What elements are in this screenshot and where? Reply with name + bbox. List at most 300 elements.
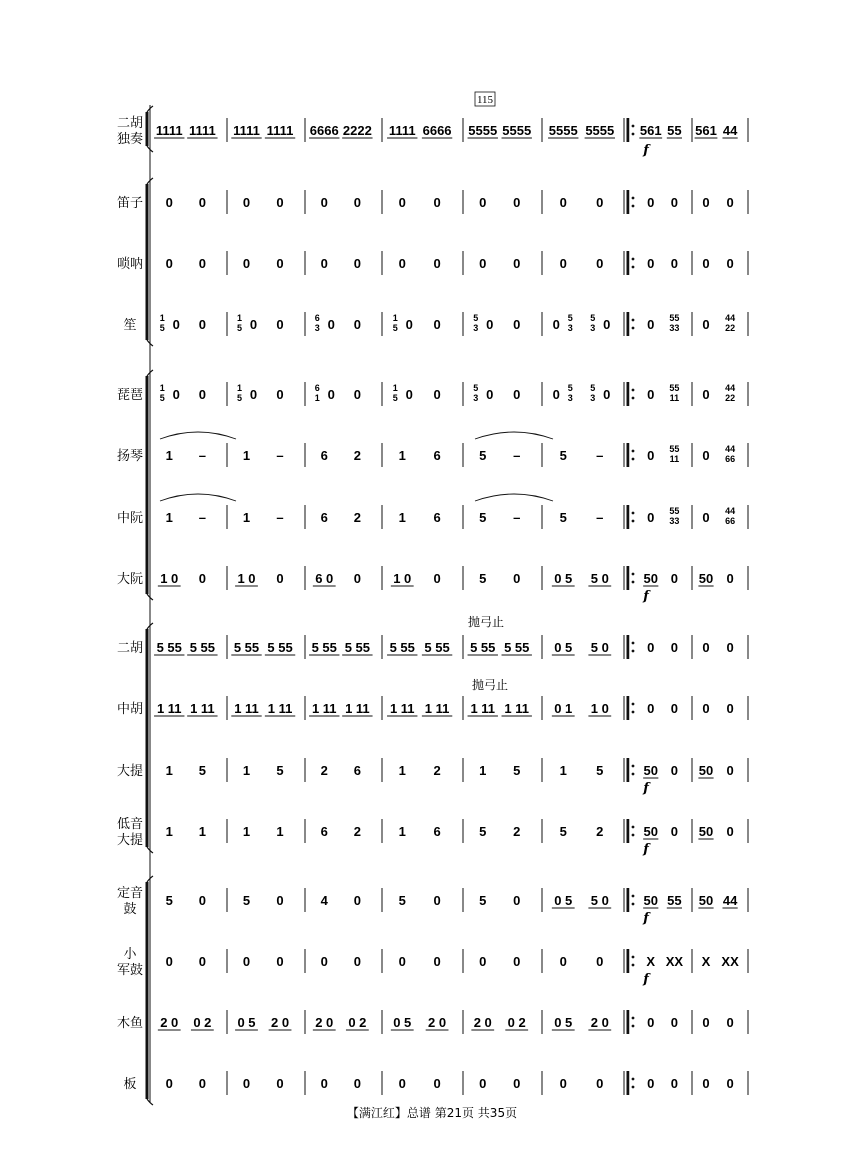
note-xiaojungu-m5: 0 (513, 954, 521, 969)
note-yangqin-m2: 1 (242, 448, 251, 463)
note-zhongruan-m6: 5 (559, 510, 567, 525)
note-suona-m3: 0 (320, 256, 328, 271)
note-erhu-solo-m5: 5555 (502, 123, 532, 138)
note-pipa-m8: 0 (702, 387, 710, 402)
repeat-dot (632, 834, 635, 837)
note-dizi-m5: 0 (479, 195, 487, 210)
note-erhu-solo-m1: 1111 (155, 123, 183, 138)
note-zhonghu-m5: 1 11 (470, 701, 496, 716)
note-suona-m7: 0 (670, 256, 679, 271)
note-diyin-dati-m2: 1 (242, 824, 251, 839)
note-daruan-m6: 5 0 (590, 571, 609, 586)
note-sheng-m4: 0 (405, 317, 413, 332)
note-erhu-m7: 0 (647, 640, 655, 655)
note-xiaojungu-m4: 0 (398, 954, 406, 969)
note-yangqin-m5: 5 (479, 448, 487, 463)
note-suona-m1: 0 (198, 256, 206, 271)
note-sheng-m2: 0 (276, 317, 284, 332)
note-ban-m3: 0 (353, 1076, 361, 1091)
note-erhu-solo-m8: 561 (695, 123, 717, 138)
rehearsal-mark: 115 (476, 94, 494, 106)
note-diyin-dati-m8: 50 (698, 824, 714, 839)
note-dingyingu-m2: 5 (242, 893, 251, 908)
repeat-dot (632, 1086, 635, 1089)
note-dizi-m6: 0 (596, 195, 604, 210)
note-dati-m3: 2 (320, 763, 328, 778)
note-yangqin-m2: – (276, 448, 284, 463)
note-dati-m7: 50 (643, 763, 658, 778)
note-ban-m5: 0 (479, 1076, 487, 1091)
note-yangqin-m7-lower: 11 (669, 454, 680, 464)
note-muyu-m7: 0 (670, 1015, 679, 1030)
note-sheng-m1: 0 (172, 317, 180, 332)
instrument-name-sheng: 笙 (123, 318, 137, 333)
slur (160, 432, 236, 439)
note-erhu-solo-m6: 5555 (548, 123, 578, 138)
dynamic-forte: f (643, 972, 649, 987)
note-muyu-m4: 2 0 (428, 1015, 447, 1030)
note-sheng-m8: 0 (702, 317, 710, 332)
note-pipa-m7-upper: 55 (669, 383, 680, 393)
note-muyu-m8: 0 (702, 1015, 710, 1030)
note-dizi-m3: 0 (320, 195, 328, 210)
repeat-dot (632, 458, 635, 461)
note-sheng-m4-upper: 1 (392, 313, 398, 323)
note-sheng-m6: 0 (603, 317, 611, 332)
note-dati-m1: 5 (198, 763, 206, 778)
note-xiaojungu-m1: 0 (165, 954, 173, 969)
note-erhu-m6: 0 5 (554, 640, 573, 655)
note-sheng-m4: 0 (433, 317, 441, 332)
zhonghu-bow-off-annotation: 抛弓止 (471, 678, 509, 692)
note-erhu-m4: 5 55 (424, 640, 450, 655)
note-pipa-m6-upper: 5 (590, 383, 596, 393)
repeat-dot (632, 642, 635, 645)
note-yangqin-m3: 6 (320, 448, 328, 463)
instrument-name-ban: 板 (123, 1077, 137, 1092)
note-sheng-m2-upper: 1 (236, 313, 243, 323)
note-yangqin-m8: 0 (702, 448, 710, 463)
note-sheng-m5: 0 (513, 317, 521, 332)
note-zhonghu-m2: 1 11 (234, 701, 259, 716)
repeat-dot (632, 964, 635, 967)
note-dingyingu-m5: 5 (479, 893, 487, 908)
repeat-dot (632, 1078, 635, 1081)
note-erhu-m2: 5 55 (267, 640, 293, 655)
note-muyu-m1: 0 2 (193, 1015, 212, 1030)
note-sheng-m7: 0 (647, 317, 655, 332)
repeat-dot (632, 711, 635, 714)
note-dati-m5: 5 (513, 763, 521, 778)
repeat-dot (632, 773, 635, 776)
note-yangqin-m1: 1 (165, 448, 173, 463)
note-xiaojungu-m8: X (701, 954, 711, 969)
note-dizi-m1: 0 (198, 195, 206, 210)
note-zhongruan-m7: 0 (647, 510, 655, 525)
note-suona-m5: 0 (479, 256, 487, 271)
note-pipa-m4: 0 (405, 387, 413, 402)
note-sheng-m5-upper: 5 (473, 313, 479, 323)
note-erhu-m1: 5 55 (156, 640, 182, 655)
note-zhongruan-m8-upper: 44 (725, 506, 736, 516)
dynamic-forte: f (643, 589, 649, 604)
note-diyin-dati-m1: 1 (165, 824, 173, 839)
note-pipa-m3-lower: 1 (314, 393, 320, 403)
note-erhu-m6: 5 0 (590, 640, 609, 655)
note-erhu-m8: 0 (702, 640, 710, 655)
note-daruan-m7: 0 (670, 571, 679, 586)
note-zhongruan-m1: – (198, 510, 206, 525)
note-zhonghu-m5: 1 11 (504, 701, 530, 716)
note-sheng-m6-lower: 3 (590, 323, 596, 333)
note-suona-m8: 0 (726, 256, 734, 271)
note-ban-m8: 0 (702, 1076, 710, 1091)
note-diyin-dati-m4: 6 (433, 824, 441, 839)
note-daruan-m8: 0 (726, 571, 734, 586)
note-erhu-m1: 5 55 (189, 640, 216, 655)
note-daruan-m1: 1 0 (160, 571, 179, 586)
note-sheng-m3-lower: 3 (314, 323, 320, 333)
note-ban-m2: 0 (276, 1076, 284, 1091)
note-ban-m5: 0 (513, 1076, 521, 1091)
note-dizi-m4: 0 (433, 195, 441, 210)
note-diyin-dati-m1: 1 (198, 824, 206, 839)
note-dingyingu-m1: 5 (165, 893, 173, 908)
instrument-name-erhu: 二胡 (116, 641, 144, 656)
note-pipa-m4: 0 (433, 387, 441, 402)
note-muyu-m3: 2 0 (315, 1015, 334, 1030)
note-sheng-m3: 0 (327, 317, 335, 332)
note-dizi-m7: 0 (647, 195, 655, 210)
note-yangqin-m8-upper: 44 (725, 444, 736, 454)
note-zhonghu-m7: 0 (647, 701, 655, 716)
note-zhonghu-m8: 0 (702, 701, 710, 716)
note-zhongruan-m4: 6 (433, 510, 441, 525)
note-yangqin-m3: 2 (353, 448, 361, 463)
note-erhu-solo-m4: 6666 (422, 123, 452, 138)
note-dingyingu-m4: 5 (398, 893, 406, 908)
note-zhonghu-m4: 1 11 (389, 701, 415, 716)
note-sheng-m3: 0 (353, 317, 361, 332)
note-pipa-m7: 0 (647, 387, 655, 402)
note-erhu-solo-m5: 5555 (468, 123, 498, 138)
note-ban-m7: 0 (647, 1076, 655, 1091)
note-pipa-m8-upper: 44 (725, 383, 736, 393)
note-dizi-m2: 0 (242, 195, 251, 210)
note-dizi-m7: 0 (670, 195, 679, 210)
repeat-dot (632, 327, 635, 330)
note-erhu-solo-m2: 1111 (266, 123, 294, 138)
note-pipa-m5: 0 (513, 387, 521, 402)
note-daruan-m5: 0 (513, 571, 521, 586)
instrument-name-dingyingu: 鼓 (123, 902, 137, 917)
note-erhu-solo-m1: 1111 (188, 123, 216, 138)
note-ban-m1: 0 (198, 1076, 206, 1091)
note-pipa-m3: 0 (327, 387, 335, 402)
note-dati-m6: 1 (559, 763, 567, 778)
note-dizi-m4: 0 (398, 195, 406, 210)
note-yangqin-m4: 6 (433, 448, 441, 463)
repeat-dot (632, 450, 635, 453)
note-pipa-m3-upper: 6 (314, 383, 320, 393)
note-diyin-dati-m8: 0 (726, 824, 734, 839)
note-suona-m2: 0 (242, 256, 251, 271)
repeat-dot (632, 1025, 635, 1028)
note-dati-m2: 1 (242, 763, 251, 778)
note-pipa-m8-lower: 22 (725, 393, 736, 403)
repeat-dot (632, 703, 635, 706)
note-xiaojungu-m6: 0 (596, 954, 604, 969)
note-dingyingu-m8: 50 (698, 893, 714, 908)
note-muyu-m1: 2 0 (160, 1015, 179, 1030)
instrument-name-dizi: 笛子 (116, 196, 144, 211)
note-zhonghu-m3: 1 11 (311, 701, 337, 716)
note-pipa-m7-lower: 11 (669, 393, 680, 403)
note-pipa-m3: 0 (353, 387, 361, 402)
note-sheng-m8-upper: 44 (725, 313, 736, 323)
note-pipa-m2: 0 (249, 387, 258, 402)
note-suona-m4: 0 (398, 256, 406, 271)
note-diyin-dati-m7: 0 (670, 824, 679, 839)
repeat-dot (632, 765, 635, 768)
instrument-name-dingyingu: 定音 (116, 886, 144, 901)
note-pipa-m5: 0 (486, 387, 494, 402)
note-muyu-m7: 0 (647, 1015, 655, 1030)
note-erhu-solo-m7: 55 (667, 123, 682, 138)
note-sheng-m3-upper: 6 (314, 313, 320, 323)
note-dingyingu-m3: 4 (320, 893, 328, 908)
note-erhu-m5: 5 55 (470, 640, 496, 655)
instrument-name-diyin-dati: 大提 (116, 833, 144, 848)
page-footer: 【满江红】总谱 第21页 共35页 (346, 1106, 518, 1120)
note-muyu-m2: 0 5 (237, 1015, 256, 1030)
note-zhonghu-m6: 1 0 (590, 701, 609, 716)
note-zhongruan-m2: 1 (242, 510, 251, 525)
note-xiaojungu-m7: X (646, 954, 656, 969)
repeat-dot (632, 389, 635, 392)
note-yangqin-m6: 5 (559, 448, 567, 463)
note-muyu-m5: 0 2 (507, 1015, 526, 1030)
note-dizi-m5: 0 (513, 195, 521, 210)
note-xiaojungu-m3: 0 (353, 954, 361, 969)
note-sheng-m5-lower: 3 (473, 323, 479, 333)
note-zhonghu-m1: 1 11 (190, 701, 215, 716)
note-suona-m5: 0 (513, 256, 521, 271)
note-dizi-m8: 0 (726, 195, 734, 210)
repeat-dot (632, 266, 635, 269)
note-xiaojungu-m2: 0 (242, 954, 251, 969)
repeat-dot (632, 397, 635, 400)
note-sheng-m6: 0 (552, 317, 560, 332)
note-dingyingu-m6: 5 0 (590, 893, 609, 908)
note-pipa-m4-upper: 1 (392, 383, 398, 393)
note-daruan-m2: 0 (276, 571, 284, 586)
note-dingyingu-m7: 50 (643, 893, 658, 908)
note-ban-m4: 0 (433, 1076, 441, 1091)
note-zhonghu-m2: 1 11 (267, 701, 293, 716)
note-diyin-dati-m5: 2 (513, 824, 521, 839)
note-erhu-solo-m4: 1111 (388, 123, 416, 138)
note-sheng-m8-lower: 22 (725, 323, 736, 333)
note-dati-m6: 5 (596, 763, 604, 778)
note-suona-m2: 0 (276, 256, 284, 271)
note-muyu-m3: 0 2 (348, 1015, 367, 1030)
note-ban-m3: 0 (320, 1076, 328, 1091)
note-sheng-m1-upper: 1 (159, 313, 165, 323)
instrument-name-xiaojungu: 小 (123, 947, 137, 962)
instrument-name-dati: 大提 (116, 764, 144, 779)
note-dingyingu-m2: 0 (276, 893, 284, 908)
dynamic-forte: f (643, 143, 649, 158)
note-yangqin-m1: – (198, 448, 206, 463)
note-diyin-dati-m4: 1 (398, 824, 406, 839)
staff-notes (117, 115, 739, 1092)
note-muyu-m8: 0 (726, 1015, 734, 1030)
note-erhu-solo-m7: 561 (639, 123, 662, 138)
note-dizi-m1: 0 (165, 195, 173, 210)
note-suona-m1: 0 (165, 256, 173, 271)
slur (475, 494, 553, 501)
note-xiaojungu-m7: XX (665, 954, 684, 969)
note-sheng-m2: 0 (249, 317, 258, 332)
repeat-dot (632, 573, 635, 576)
note-dingyingu-m6: 0 5 (554, 893, 573, 908)
note-yangqin-m7-upper: 55 (669, 444, 680, 454)
note-dati-m2: 5 (276, 763, 284, 778)
note-zhongruan-m8: 0 (702, 510, 710, 525)
note-zhonghu-m8: 0 (726, 701, 734, 716)
repeat-dot (632, 581, 635, 584)
note-yangqin-m6: – (596, 448, 604, 463)
erhu-bow-off-annotation: 抛弓止 (467, 615, 505, 629)
note-ban-m6: 0 (559, 1076, 567, 1091)
instrument-name-xiaojungu: 军鼓 (116, 963, 144, 978)
repeat-dot (632, 125, 635, 128)
note-diyin-dati-m6: 5 (559, 824, 567, 839)
note-ban-m8: 0 (726, 1076, 734, 1091)
note-pipa-m1-lower: 5 (159, 393, 165, 403)
note-xiaojungu-m8: XX (721, 954, 739, 969)
note-sheng-m1: 0 (198, 317, 206, 332)
note-xiaojungu-m6: 0 (559, 954, 567, 969)
note-suona-m7: 0 (647, 256, 655, 271)
note-xiaojungu-m1: 0 (198, 954, 206, 969)
repeat-dot (632, 133, 635, 136)
note-zhongruan-m2: – (276, 510, 284, 525)
note-daruan-m3: 0 (353, 571, 361, 586)
note-daruan-m1: 0 (198, 571, 206, 586)
note-sheng-m6-lower: 3 (567, 323, 573, 333)
instrument-name-daruan: 大阮 (116, 572, 144, 587)
note-ban-m2: 0 (242, 1076, 251, 1091)
note-zhonghu-m1: 1 11 (156, 701, 182, 716)
note-sheng-m4-lower: 5 (392, 323, 398, 333)
note-suona-m6: 0 (596, 256, 604, 271)
score-annotations (344, 92, 518, 1120)
note-sheng-m1-lower: 5 (159, 323, 165, 333)
instrument-name-yangqin: 扬琴 (116, 449, 144, 464)
note-pipa-m1: 0 (172, 387, 180, 402)
repeat-dot (632, 258, 635, 261)
note-diyin-dati-m6: 2 (596, 824, 604, 839)
note-yangqin-m4: 1 (398, 448, 406, 463)
note-erhu-m5: 5 55 (504, 640, 530, 655)
note-erhu-m3: 5 55 (344, 640, 371, 655)
note-diyin-dati-m2: 1 (276, 824, 284, 839)
note-erhu-m3: 5 55 (311, 640, 337, 655)
note-zhongruan-m5: 5 (479, 510, 487, 525)
note-zhongruan-m3: 2 (353, 510, 361, 525)
note-daruan-m4: 0 (433, 571, 441, 586)
note-zhonghu-m7: 0 (670, 701, 679, 716)
note-ban-m6: 0 (596, 1076, 604, 1091)
note-ban-m7: 0 (670, 1076, 679, 1091)
note-erhu-solo-m8: 44 (722, 123, 738, 138)
staff-lines (147, 105, 748, 1105)
note-pipa-m1-upper: 1 (159, 383, 165, 393)
note-dizi-m2: 0 (276, 195, 284, 210)
note-daruan-m6: 0 5 (554, 571, 573, 586)
note-dizi-m6: 0 (559, 195, 567, 210)
note-zhongruan-m7-upper: 55 (669, 506, 680, 516)
repeat-dot (632, 1017, 635, 1020)
note-muyu-m4: 0 5 (393, 1015, 412, 1030)
slur (160, 494, 236, 501)
dynamic-forte: f (643, 911, 649, 926)
note-diyin-dati-m5: 5 (479, 824, 487, 839)
note-daruan-m3: 6 0 (315, 571, 334, 586)
repeat-dot (632, 520, 635, 523)
note-xiaojungu-m2: 0 (276, 954, 284, 969)
note-zhonghu-m3: 1 11 (345, 701, 370, 716)
note-muyu-m5: 2 0 (473, 1015, 492, 1030)
note-dingyingu-m3: 0 (353, 893, 361, 908)
note-zhongruan-m6: – (596, 510, 604, 525)
note-dati-m8: 0 (726, 763, 734, 778)
note-zhongruan-m4: 1 (398, 510, 406, 525)
note-suona-m8: 0 (702, 256, 710, 271)
note-pipa-m6: 0 (552, 387, 560, 402)
note-daruan-m2: 1 0 (237, 571, 256, 586)
note-sheng-m2-lower: 5 (236, 323, 243, 333)
note-zhongruan-m3: 6 (320, 510, 328, 525)
note-pipa-m4-lower: 5 (392, 393, 398, 403)
note-suona-m3: 0 (353, 256, 361, 271)
note-erhu-solo-m2: 1111 (233, 123, 260, 138)
note-muyu-m6: 0 5 (554, 1015, 573, 1030)
note-pipa-m2: 0 (276, 387, 284, 402)
note-daruan-m8: 50 (698, 571, 714, 586)
note-erhu-m4: 5 55 (389, 640, 415, 655)
note-dati-m1: 1 (165, 763, 173, 778)
note-yangqin-m5: – (513, 448, 521, 463)
note-erhu-m7: 0 (670, 640, 679, 655)
note-yangqin-m7: 0 (647, 448, 655, 463)
note-pipa-m6: 0 (603, 387, 611, 402)
note-sheng-m7-upper: 55 (669, 313, 680, 323)
note-zhongruan-m7-lower: 33 (669, 516, 680, 526)
note-muyu-m6: 2 0 (590, 1015, 609, 1030)
dynamic-forte: f (643, 781, 649, 796)
instrument-name-pipa: 琵琶 (116, 388, 144, 403)
note-zhonghu-m6: 0 1 (554, 701, 573, 716)
note-dati-m4: 1 (398, 763, 406, 778)
repeat-dot (632, 650, 635, 653)
note-suona-m4: 0 (433, 256, 441, 271)
note-pipa-m5-lower: 3 (473, 393, 479, 403)
repeat-dot (632, 512, 635, 515)
note-pipa-m6-lower: 3 (567, 393, 573, 403)
